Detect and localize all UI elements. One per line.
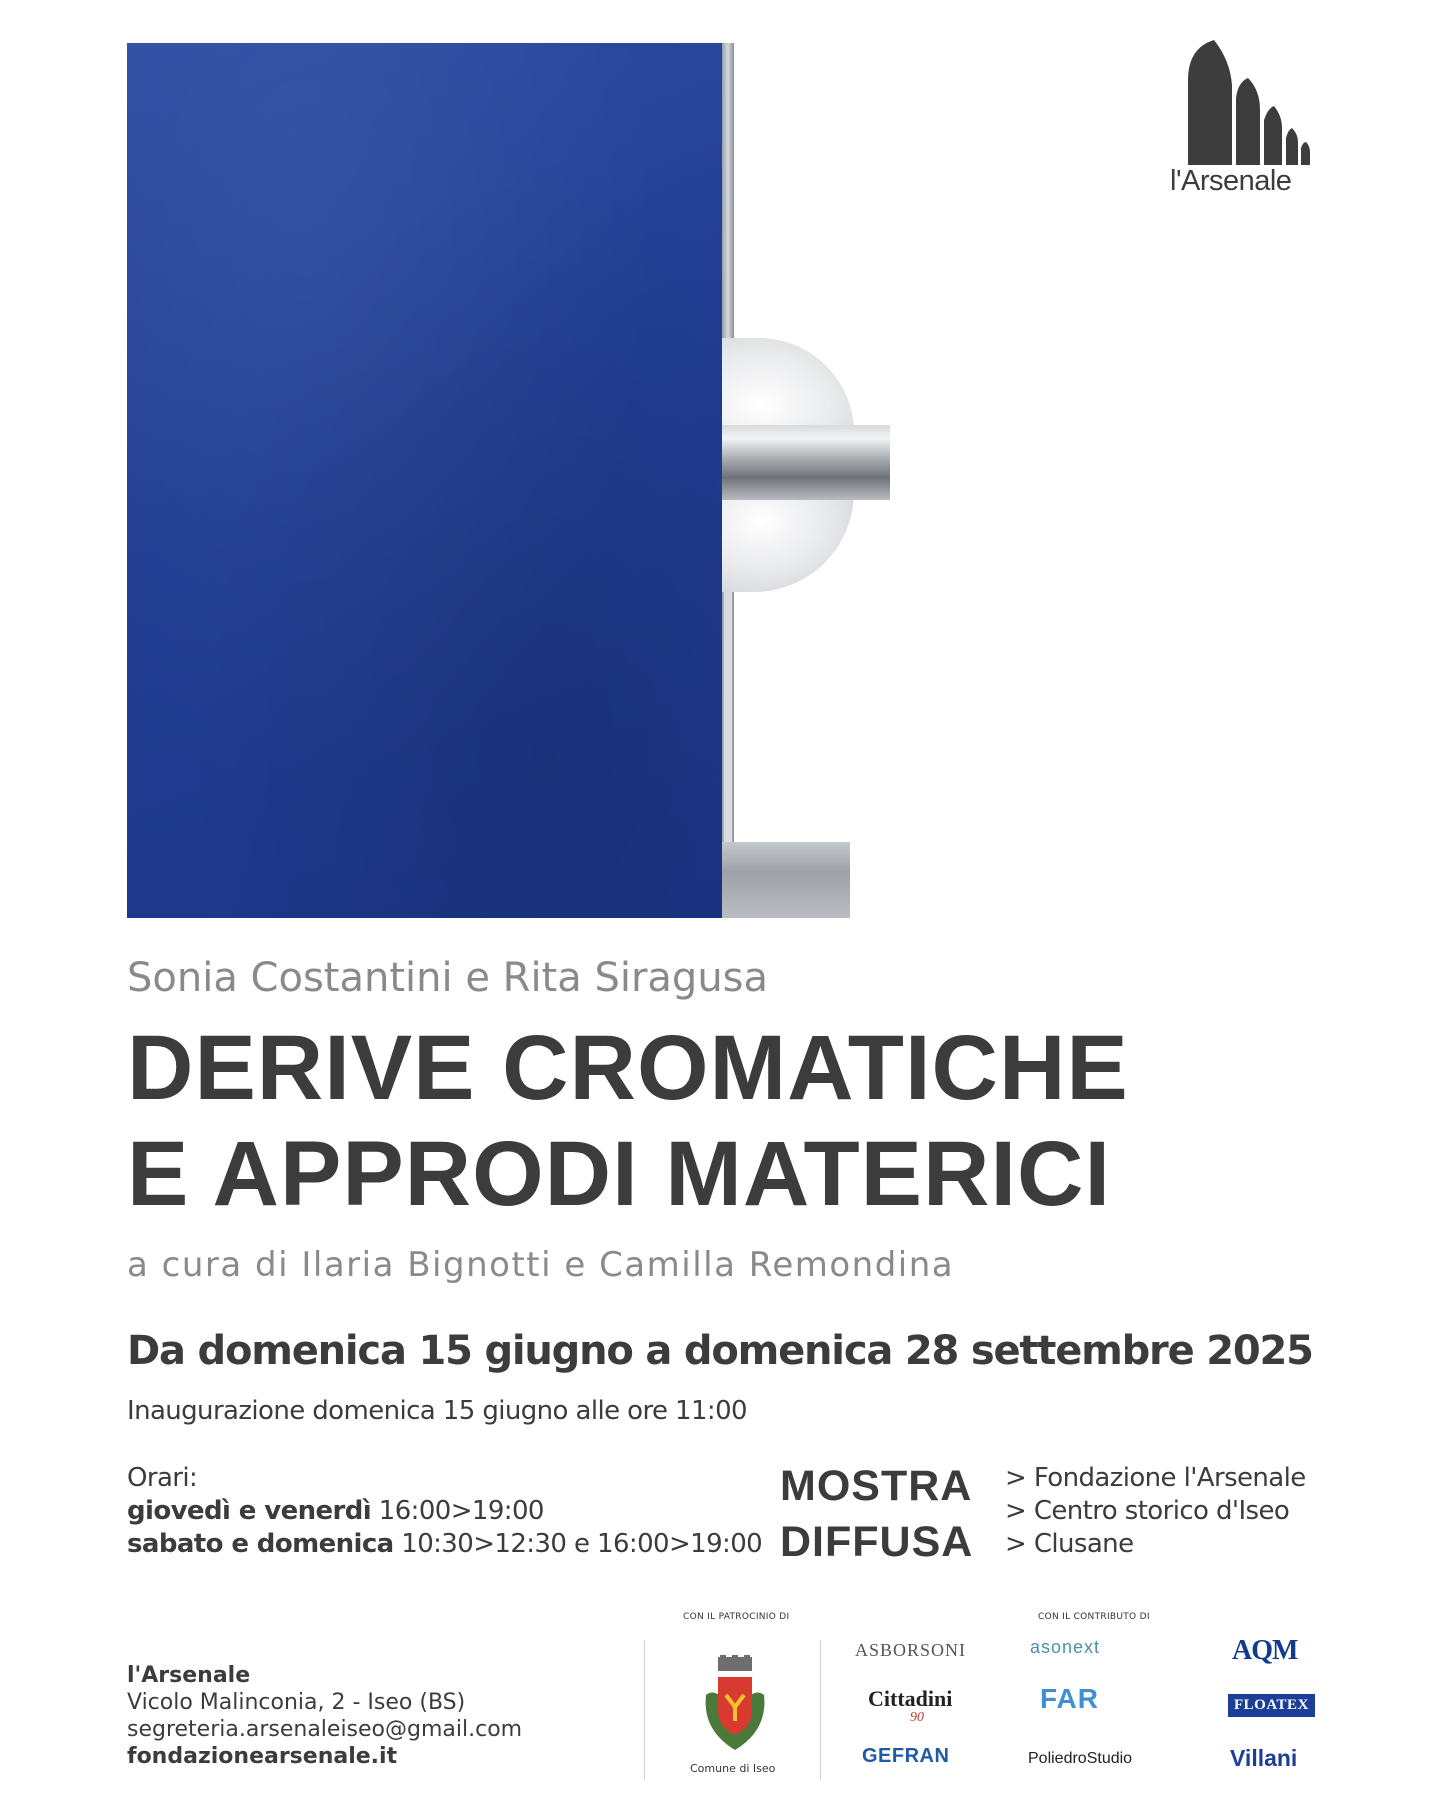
- venue-item: > Fondazione l'Arsenale: [1005, 1463, 1306, 1493]
- venue-item: > Clusane: [1005, 1529, 1134, 1559]
- title-line-2: E APPRODI MATERICI: [127, 1123, 1112, 1225]
- blue-panel: [127, 43, 724, 918]
- sculpture-stem: [724, 592, 732, 842]
- patronage-heading: CON IL PATROCINIO DI: [683, 1612, 790, 1622]
- address-street: Vicolo Malinconia, 2 - Iseo (BS): [127, 1690, 466, 1715]
- sponsor-aqm-logo: AQM: [1232, 1635, 1298, 1666]
- mostra-line-2: DIFFUSA: [780, 1518, 974, 1566]
- logo-text: l'Arsenale: [1170, 165, 1292, 197]
- inauguration: Inaugurazione domenica 15 giugno alle ore 11:00: [127, 1396, 747, 1426]
- mostra-line-1: MOSTRA: [780, 1462, 973, 1510]
- sculpture-base: [722, 842, 850, 918]
- address-email[interactable]: segreteria.arsenaleiseo@gmail.com: [127, 1717, 523, 1742]
- hours-row-2-time: 10:30>12:30 e 16:00>19:00: [401, 1529, 763, 1559]
- sponsor-villani-logo: Villani: [1230, 1745, 1298, 1771]
- title-line-1: DERIVE CROMATICHE: [127, 1017, 1129, 1119]
- sponsor-poliedro-logo: PoliedroStudio: [1028, 1750, 1133, 1767]
- hours-row-1-days: giovedì e venerdì: [127, 1496, 372, 1526]
- exhibition-dates: Da domenica 15 giugno a domenica 28 settembre 2025: [127, 1328, 1313, 1374]
- address-block: [127, 1662, 522, 1770]
- sponsor-floatex-logo: FLOATEX: [1228, 1694, 1315, 1717]
- curators: a cura di Ilaria Bignotti e Camilla Remondina: [127, 1245, 955, 1285]
- hours-row-1: [127, 1495, 762, 1528]
- exhibition-title: [127, 1015, 1129, 1227]
- sponsor-asborsoni-logo: ASBORSONI: [855, 1640, 967, 1660]
- hours-row-2: [127, 1528, 762, 1561]
- hours-label: Orari:: [127, 1463, 198, 1493]
- artists-names: Sonia Costantini e Rita Siragusa: [127, 955, 769, 1001]
- sponsors-heading: CON IL CONTRIBUTO DI: [1038, 1612, 1150, 1622]
- metal-band: [722, 425, 890, 500]
- sponsor-asonext-logo: asonext: [1030, 1637, 1101, 1657]
- arsenale-logo: [1170, 40, 1320, 210]
- divider: [644, 1640, 645, 1780]
- sponsor-cittadini-logo: Cittadini: [868, 1686, 953, 1711]
- comune-label: Comune di Iseo: [690, 1762, 776, 1775]
- mostra-diffusa: [780, 1458, 973, 1570]
- venue-list: [1005, 1462, 1306, 1561]
- sphere-top: [722, 338, 854, 433]
- opening-hours: [127, 1462, 762, 1561]
- sphere-bottom: [722, 492, 854, 592]
- comune-crest-icon: [700, 1655, 770, 1755]
- hours-row-1-time: 16:00>19:00: [378, 1496, 544, 1526]
- venue-item: > Centro storico d'Iseo: [1005, 1496, 1290, 1526]
- sponsor-gefran-logo: GEFRAN: [862, 1745, 950, 1767]
- arsenale-logo-icon: [1180, 40, 1310, 165]
- address-website[interactable]: fondazionearsenale.it: [127, 1744, 398, 1769]
- hours-row-2-days: sabato e domenica: [127, 1529, 394, 1559]
- sponsor-far-logo: FAR: [1040, 1683, 1099, 1714]
- divider: [820, 1640, 821, 1780]
- address-name: l'Arsenale: [127, 1663, 251, 1688]
- sponsor-cittadini-years: 90: [910, 1710, 924, 1725]
